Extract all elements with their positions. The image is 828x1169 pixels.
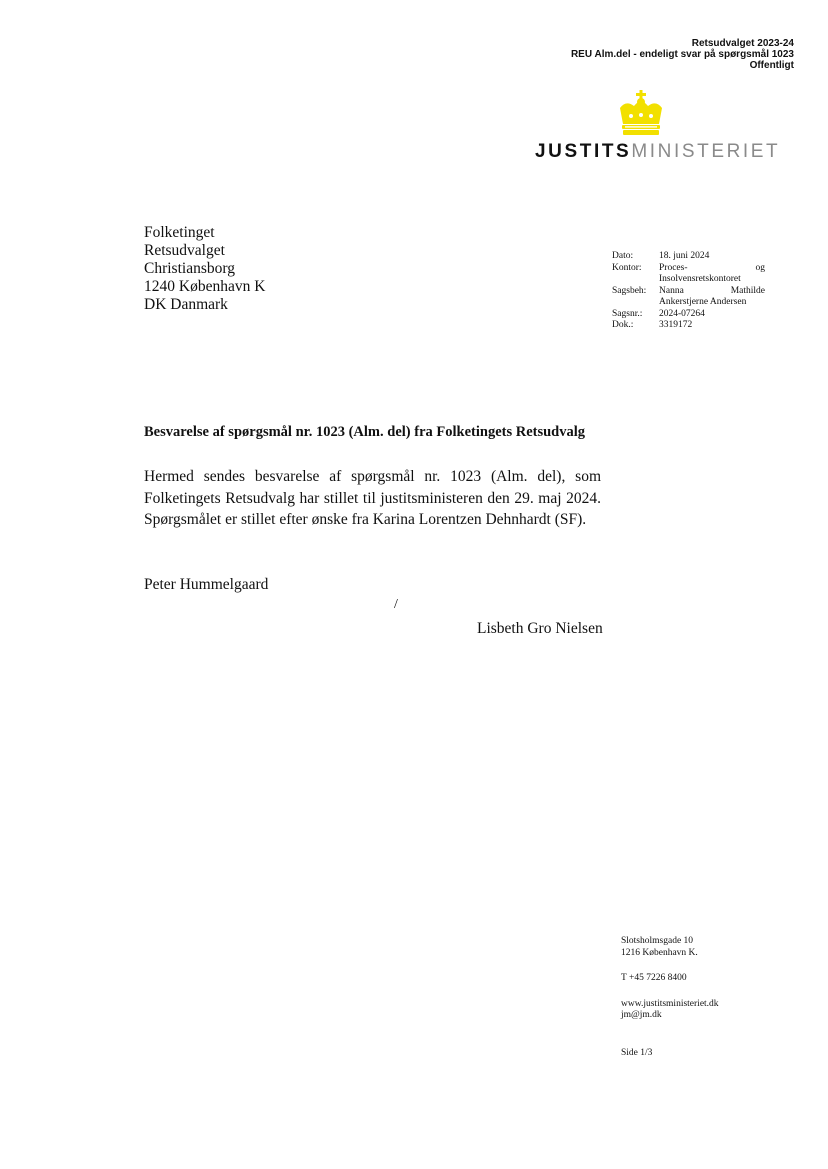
letter-metadata: [612, 251, 765, 332]
footer-phone: T +45 7226 8400: [621, 973, 687, 983]
signature-minister: Peter Hummelgaard: [144, 576, 269, 593]
letter-body: [144, 466, 601, 531]
meta-value: Insolvensretskontoret: [659, 274, 741, 284]
header-committee: Retsudvalget 2023-24: [691, 38, 794, 49]
recipient-line: DK Danmark: [144, 296, 228, 313]
meta-label: Dato:: [612, 251, 634, 261]
meta-row-document: [612, 320, 765, 332]
meta-label: Dok.:: [612, 320, 634, 330]
meta-row-date: [612, 251, 765, 263]
footer-page-number: Side 1/3: [621, 1047, 653, 1058]
recipient-line: Retsudvalget: [144, 242, 225, 259]
letter-subject: Besvarelse af spørgsmål nr. 1023 (Alm. del) fra Folketingets Retsudvalg: [144, 424, 586, 440]
logo-text-light: MINISTERIET: [631, 141, 781, 162]
meta-row-office: [612, 263, 765, 286]
meta-value: og: [755, 262, 765, 273]
header-reference: REU Alm.del - endeligt svar på spørgsmål 1023: [570, 49, 794, 60]
meta-value: Proces-: [659, 262, 688, 273]
recipient-line: Christiansborg: [144, 260, 235, 277]
footer-website: www.justitsministeriet.dk: [621, 998, 719, 1009]
meta-value: Ankerstjerne Andersen: [659, 297, 747, 307]
signature-official: Lisbeth Gro Nielsen: [477, 620, 603, 637]
footer-address-street: Slotsholmsgade 10: [621, 936, 694, 946]
header-classification: Offentligt: [749, 60, 794, 71]
logo-text-bold: JUSTITS: [535, 141, 632, 162]
recipient-line: Folketinget: [144, 224, 215, 241]
meta-row-case-number: [612, 309, 765, 321]
ministry-footer: [621, 936, 719, 1059]
meta-label: Sagsnr.:: [612, 308, 643, 319]
meta-value: 2024-07264: [659, 308, 705, 319]
meta-label: Kontor:: [612, 262, 642, 273]
body-line: Spørgsmålet er stillet efter ønske fra Karina Lorentzen Dehnhardt (SF).: [144, 511, 587, 528]
footer-email: jm@jm.dk: [621, 1010, 662, 1020]
meta-value: Nanna: [659, 285, 684, 296]
meta-row-caseworker: [612, 286, 765, 309]
crown-icon: [616, 90, 666, 136]
body-line: Folketingets Retsudvalg har stillet til justitsministeren den 29. maj 2024.: [144, 489, 601, 507]
document-header: [571, 38, 794, 71]
ministry-logo-text: [535, 141, 780, 163]
recipient-address: [144, 224, 265, 314]
footer-address-city: 1216 København K.: [621, 947, 698, 958]
meta-label: Sagsbeh:: [612, 285, 647, 296]
meta-value: 18. juni 2024: [659, 251, 710, 261]
recipient-line: 1240 København K: [144, 278, 266, 295]
meta-value: 3319172: [659, 320, 693, 330]
body-line: Hermed sendes besvarelse af spørgsmål nr. 1023 (Alm. del), som: [144, 468, 601, 485]
meta-value: Mathilde: [730, 285, 765, 296]
signature-separator: /: [394, 597, 398, 612]
